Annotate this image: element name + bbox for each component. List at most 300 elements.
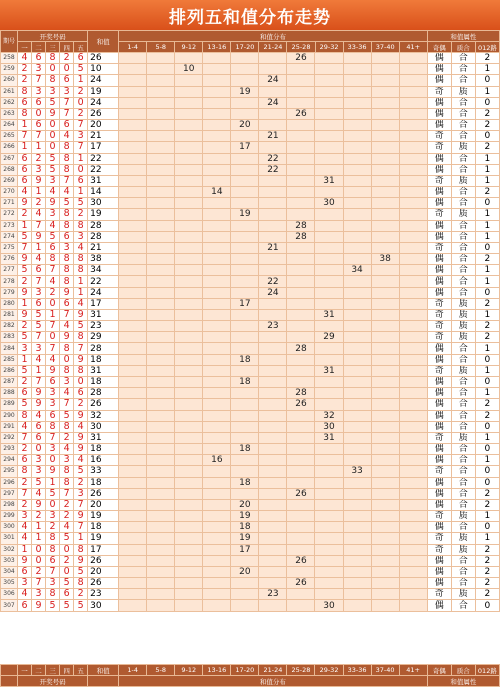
distribution-cell — [147, 220, 175, 231]
distribution-cell — [315, 466, 343, 477]
distribution-cell — [371, 578, 399, 589]
sum-cell: 30 — [88, 421, 119, 432]
distribution-cell — [371, 309, 399, 320]
sum-distribution-mark: 28 — [287, 343, 315, 354]
distribution-cell — [147, 332, 175, 343]
distribution-cell — [147, 153, 175, 164]
digit-cell: 5 — [18, 332, 32, 343]
distribution-cell — [259, 421, 287, 432]
distribution-cell — [343, 175, 371, 186]
distribution-cell — [119, 511, 147, 522]
sum-distribution-mark: 22 — [259, 276, 287, 287]
distribution-cell — [231, 388, 259, 399]
sum-distribution-mark: 20 — [231, 499, 259, 510]
sum-distribution-mark: 26 — [287, 578, 315, 589]
distribution-cell — [399, 410, 427, 421]
distribution-cell — [147, 321, 175, 332]
distribution-cell — [147, 388, 175, 399]
distribution-cell — [343, 231, 371, 242]
distribution-cell — [175, 544, 203, 555]
road-012-cell: 2 — [475, 187, 499, 198]
digit-cell: 2 — [74, 209, 88, 220]
header-attr-col: 012路 — [475, 42, 499, 53]
header-range: 41+ — [399, 42, 427, 53]
distribution-cell — [259, 455, 287, 466]
distribution-cell — [231, 153, 259, 164]
distribution-cell — [147, 142, 175, 153]
distribution-cell — [287, 444, 315, 455]
distribution-cell — [203, 376, 231, 387]
digit-cell: 4 — [18, 589, 32, 600]
odd-even-cell: 奇 — [427, 432, 451, 443]
period-cell: 272 — [1, 209, 18, 220]
digit-cell: 7 — [18, 242, 32, 253]
digit-cell: 4 — [60, 388, 74, 399]
distribution-cell — [147, 108, 175, 119]
digit-cell: 0 — [60, 544, 74, 555]
odd-even-cell: 偶 — [427, 522, 451, 533]
distribution-cell — [343, 376, 371, 387]
distribution-cell — [175, 209, 203, 220]
distribution-cell — [175, 142, 203, 153]
road-012-cell: 0 — [475, 376, 499, 387]
header-position: 一 — [18, 42, 32, 53]
digit-cell: 4 — [32, 410, 46, 421]
distribution-cell — [147, 164, 175, 175]
distribution-cell — [119, 164, 147, 175]
distribution-cell — [203, 544, 231, 555]
digit-cell: 4 — [46, 187, 60, 198]
footer-attr-col: 质合 — [451, 665, 475, 676]
prime-composite-cell: 质 — [451, 298, 475, 309]
digit-cell: 3 — [74, 231, 88, 242]
distribution-cell — [175, 131, 203, 142]
digit-cell: 2 — [18, 75, 32, 86]
distribution-cell — [259, 376, 287, 387]
prime-composite-cell: 合 — [451, 566, 475, 577]
table-row — [1, 231, 500, 242]
table-row — [1, 309, 500, 320]
odd-even-cell: 偶 — [427, 410, 451, 421]
digit-cell: 7 — [60, 108, 74, 119]
sum-cell: 18 — [88, 354, 119, 365]
odd-even-cell: 奇 — [427, 242, 451, 253]
sum-cell: 26 — [88, 108, 119, 119]
distribution-cell — [399, 254, 427, 265]
distribution-cell — [315, 555, 343, 566]
digit-cell: 9 — [32, 388, 46, 399]
digit-cell: 5 — [32, 321, 46, 332]
prime-composite-cell: 合 — [451, 455, 475, 466]
digit-cell: 3 — [60, 242, 74, 253]
distribution-cell — [119, 108, 147, 119]
footer-attr-col: 奇偶 — [427, 665, 451, 676]
distribution-cell — [315, 354, 343, 365]
header-attributes: 和值属性 — [427, 31, 499, 42]
digit-cell: 8 — [74, 544, 88, 555]
table-row — [1, 298, 500, 309]
distribution-cell — [259, 209, 287, 220]
digit-cell: 9 — [18, 309, 32, 320]
distribution-cell — [231, 231, 259, 242]
digit-cell: 0 — [60, 354, 74, 365]
distribution-cell — [371, 220, 399, 231]
sum-cell: 34 — [88, 265, 119, 276]
distribution-cell — [315, 86, 343, 97]
distribution-cell — [399, 265, 427, 276]
distribution-cell — [231, 131, 259, 142]
distribution-cell — [203, 444, 231, 455]
distribution-cell — [315, 220, 343, 231]
distribution-cell — [259, 544, 287, 555]
table-row — [1, 254, 500, 265]
header-range: 9-12 — [175, 42, 203, 53]
distribution-cell — [147, 466, 175, 477]
period-cell: 283 — [1, 332, 18, 343]
digit-cell: 2 — [46, 287, 60, 298]
distribution-cell — [287, 254, 315, 265]
distribution-cell — [315, 53, 343, 64]
digit-cell: 5 — [46, 600, 60, 611]
distribution-cell — [119, 555, 147, 566]
distribution-cell — [203, 64, 231, 75]
distribution-cell — [287, 566, 315, 577]
distribution-cell — [119, 198, 147, 209]
distribution-cell — [259, 254, 287, 265]
distribution-cell — [287, 511, 315, 522]
distribution-cell — [399, 120, 427, 131]
distribution-cell — [287, 432, 315, 443]
distribution-cell — [203, 399, 231, 410]
distribution-cell — [147, 75, 175, 86]
distribution-cell — [119, 466, 147, 477]
footer-range: 25-28 — [287, 665, 315, 676]
distribution-cell — [175, 365, 203, 376]
prime-composite-cell: 质 — [451, 321, 475, 332]
digit-cell: 7 — [32, 220, 46, 231]
footer-sum-spacer — [88, 676, 119, 687]
distribution-cell — [231, 254, 259, 265]
distribution-cell — [287, 544, 315, 555]
digit-cell: 3 — [60, 455, 74, 466]
distribution-cell — [119, 477, 147, 488]
digit-cell: 5 — [46, 153, 60, 164]
digit-cell: 8 — [74, 265, 88, 276]
digit-cell: 4 — [46, 354, 60, 365]
distribution-cell — [399, 209, 427, 220]
distribution-cell — [371, 343, 399, 354]
distribution-cell — [343, 309, 371, 320]
distribution-cell — [343, 276, 371, 287]
odd-even-cell: 偶 — [427, 399, 451, 410]
digit-cell: 4 — [18, 533, 32, 544]
period-cell: 265 — [1, 131, 18, 142]
road-012-cell: 0 — [475, 287, 499, 298]
prime-composite-cell: 合 — [451, 198, 475, 209]
road-012-cell: 1 — [475, 388, 499, 399]
prime-composite-cell: 质 — [451, 309, 475, 320]
road-012-cell: 2 — [475, 410, 499, 421]
digit-cell: 8 — [60, 276, 74, 287]
distribution-cell — [399, 164, 427, 175]
digit-cell: 1 — [46, 477, 60, 488]
period-cell: 279 — [1, 287, 18, 298]
road-012-cell: 0 — [475, 354, 499, 365]
digit-cell: 9 — [74, 432, 88, 443]
distribution-cell — [175, 511, 203, 522]
distribution-cell — [119, 410, 147, 421]
digit-cell: 8 — [46, 53, 60, 64]
distribution-cell — [315, 388, 343, 399]
distribution-cell — [147, 198, 175, 209]
distribution-cell — [399, 97, 427, 108]
distribution-cell — [119, 444, 147, 455]
distribution-cell — [203, 533, 231, 544]
period-cell: 260 — [1, 75, 18, 86]
digit-cell: 5 — [60, 198, 74, 209]
sum-cell: 10 — [88, 64, 119, 75]
period-cell: 281 — [1, 309, 18, 320]
digit-cell: 4 — [32, 254, 46, 265]
period-cell: 286 — [1, 365, 18, 376]
distribution-cell — [343, 499, 371, 510]
table-row — [1, 365, 500, 376]
period-cell: 291 — [1, 421, 18, 432]
digit-cell: 6 — [60, 75, 74, 86]
sum-cell: 16 — [88, 455, 119, 466]
distribution-cell — [147, 444, 175, 455]
digit-cell: 9 — [18, 555, 32, 566]
distribution-cell — [119, 209, 147, 220]
distribution-cell — [259, 175, 287, 186]
distribution-cell — [399, 455, 427, 466]
distribution-cell — [259, 466, 287, 477]
distribution-cell — [371, 64, 399, 75]
digit-cell: 3 — [18, 511, 32, 522]
distribution-cell — [371, 376, 399, 387]
footer-range: 21-24 — [259, 665, 287, 676]
distribution-cell — [315, 64, 343, 75]
table-row — [1, 242, 500, 253]
sum-cell: 24 — [88, 97, 119, 108]
sum-cell: 29 — [88, 332, 119, 343]
distribution-cell — [119, 578, 147, 589]
prime-composite-cell: 合 — [451, 220, 475, 231]
period-cell: 296 — [1, 477, 18, 488]
distribution-cell — [231, 276, 259, 287]
distribution-cell — [175, 97, 203, 108]
sum-distribution-mark: 31 — [315, 175, 343, 186]
digit-cell: 7 — [18, 432, 32, 443]
distribution-cell — [119, 488, 147, 499]
distribution-cell — [399, 276, 427, 287]
odd-even-cell: 偶 — [427, 388, 451, 399]
odd-even-cell: 偶 — [427, 566, 451, 577]
data-table — [0, 52, 500, 612]
distribution-cell — [287, 455, 315, 466]
digit-cell: 3 — [32, 287, 46, 298]
table-row — [1, 164, 500, 175]
road-012-cell: 0 — [475, 444, 499, 455]
road-012-cell: 1 — [475, 86, 499, 97]
digit-cell: 2 — [18, 209, 32, 220]
distribution-cell — [287, 120, 315, 131]
distribution-cell — [399, 53, 427, 64]
distribution-cell — [287, 376, 315, 387]
digit-cell: 8 — [46, 75, 60, 86]
digit-cell: 0 — [60, 64, 74, 75]
distribution-cell — [259, 555, 287, 566]
sum-cell: 20 — [88, 566, 119, 577]
distribution-cell — [175, 254, 203, 265]
distribution-cell — [371, 522, 399, 533]
period-cell: 305 — [1, 578, 18, 589]
header-position: 二 — [32, 42, 46, 53]
distribution-cell — [315, 488, 343, 499]
digit-cell: 8 — [18, 466, 32, 477]
sum-cell: 18 — [88, 444, 119, 455]
digit-cell: 1 — [32, 242, 46, 253]
distribution-cell — [231, 578, 259, 589]
road-012-cell: 1 — [475, 511, 499, 522]
digit-cell: 5 — [46, 231, 60, 242]
distribution-cell — [175, 388, 203, 399]
distribution-cell — [259, 231, 287, 242]
distribution-cell — [231, 466, 259, 477]
digit-cell: 7 — [46, 321, 60, 332]
table-row — [1, 555, 500, 566]
table-row — [1, 488, 500, 499]
sum-cell: 23 — [88, 321, 119, 332]
distribution-cell — [315, 477, 343, 488]
distribution-cell — [371, 231, 399, 242]
digit-cell: 8 — [18, 410, 32, 421]
digit-cell: 5 — [74, 600, 88, 611]
distribution-cell — [147, 589, 175, 600]
sum-cell: 26 — [88, 555, 119, 566]
table-row — [1, 499, 500, 510]
distribution-cell — [119, 75, 147, 86]
prime-composite-cell: 合 — [451, 555, 475, 566]
distribution-cell — [231, 432, 259, 443]
digit-cell: 4 — [60, 321, 74, 332]
distribution-cell — [287, 365, 315, 376]
distribution-cell — [231, 321, 259, 332]
distribution-cell — [343, 455, 371, 466]
footer-spacer — [1, 676, 18, 687]
digit-cell: 5 — [18, 231, 32, 242]
digit-cell: 4 — [32, 354, 46, 365]
distribution-cell — [175, 499, 203, 510]
distribution-cell — [399, 231, 427, 242]
distribution-cell — [259, 220, 287, 231]
period-cell: 289 — [1, 399, 18, 410]
distribution-cell — [343, 555, 371, 566]
road-012-cell: 1 — [475, 276, 499, 287]
distribution-cell — [259, 578, 287, 589]
distribution-cell — [119, 566, 147, 577]
sum-distribution-mark: 29 — [315, 332, 343, 343]
digit-cell: 6 — [18, 600, 32, 611]
prime-composite-cell: 合 — [451, 164, 475, 175]
sum-cell: 24 — [88, 75, 119, 86]
prime-composite-cell: 合 — [451, 388, 475, 399]
distribution-cell — [287, 265, 315, 276]
odd-even-cell: 奇 — [427, 298, 451, 309]
distribution-cell — [343, 187, 371, 198]
sum-distribution-mark: 20 — [231, 120, 259, 131]
digit-cell: 6 — [32, 421, 46, 432]
odd-even-cell: 偶 — [427, 477, 451, 488]
period-cell: 259 — [1, 64, 18, 75]
digit-cell: 0 — [74, 164, 88, 175]
distribution-cell — [175, 343, 203, 354]
odd-even-cell: 奇 — [427, 544, 451, 555]
sum-cell: 31 — [88, 175, 119, 186]
sum-cell: 18 — [88, 522, 119, 533]
digit-cell: 8 — [60, 466, 74, 477]
prime-composite-cell: 合 — [451, 354, 475, 365]
distribution-cell — [259, 533, 287, 544]
distribution-cell — [175, 242, 203, 253]
distribution-cell — [399, 444, 427, 455]
sum-cell: 22 — [88, 153, 119, 164]
distribution-cell — [147, 175, 175, 186]
distribution-cell — [203, 287, 231, 298]
table-row — [1, 343, 500, 354]
table-row — [1, 97, 500, 108]
distribution-cell — [315, 153, 343, 164]
distribution-cell — [119, 298, 147, 309]
distribution-cell — [371, 142, 399, 153]
distribution-cell — [119, 64, 147, 75]
distribution-cell — [203, 131, 231, 142]
distribution-cell — [203, 97, 231, 108]
odd-even-cell: 奇 — [427, 309, 451, 320]
digit-cell: 7 — [74, 499, 88, 510]
footer-range: 9-12 — [175, 665, 203, 676]
digit-cell: 4 — [46, 220, 60, 231]
odd-even-cell: 奇 — [427, 175, 451, 186]
digit-cell: 6 — [18, 566, 32, 577]
distribution-cell — [287, 75, 315, 86]
digit-cell: 7 — [60, 175, 74, 186]
distribution-cell — [203, 511, 231, 522]
distribution-cell — [259, 86, 287, 97]
period-cell: 301 — [1, 533, 18, 544]
digit-cell: 7 — [46, 343, 60, 354]
distribution-cell — [119, 354, 147, 365]
table-row — [1, 533, 500, 544]
header-sum: 和值 — [88, 31, 119, 53]
distribution-cell — [343, 198, 371, 209]
digit-cell: 5 — [74, 566, 88, 577]
table-row — [1, 75, 500, 86]
odd-even-cell: 偶 — [427, 64, 451, 75]
road-012-cell: 0 — [475, 600, 499, 611]
distribution-cell — [147, 64, 175, 75]
distribution-cell — [259, 410, 287, 421]
distribution-cell — [231, 64, 259, 75]
distribution-cell — [371, 86, 399, 97]
distribution-cell — [287, 589, 315, 600]
odd-even-cell: 奇 — [427, 209, 451, 220]
distribution-cell — [399, 354, 427, 365]
table-row — [1, 120, 500, 131]
odd-even-cell: 偶 — [427, 187, 451, 198]
digit-cell: 9 — [74, 410, 88, 421]
sum-distribution-mark: 19 — [231, 86, 259, 97]
